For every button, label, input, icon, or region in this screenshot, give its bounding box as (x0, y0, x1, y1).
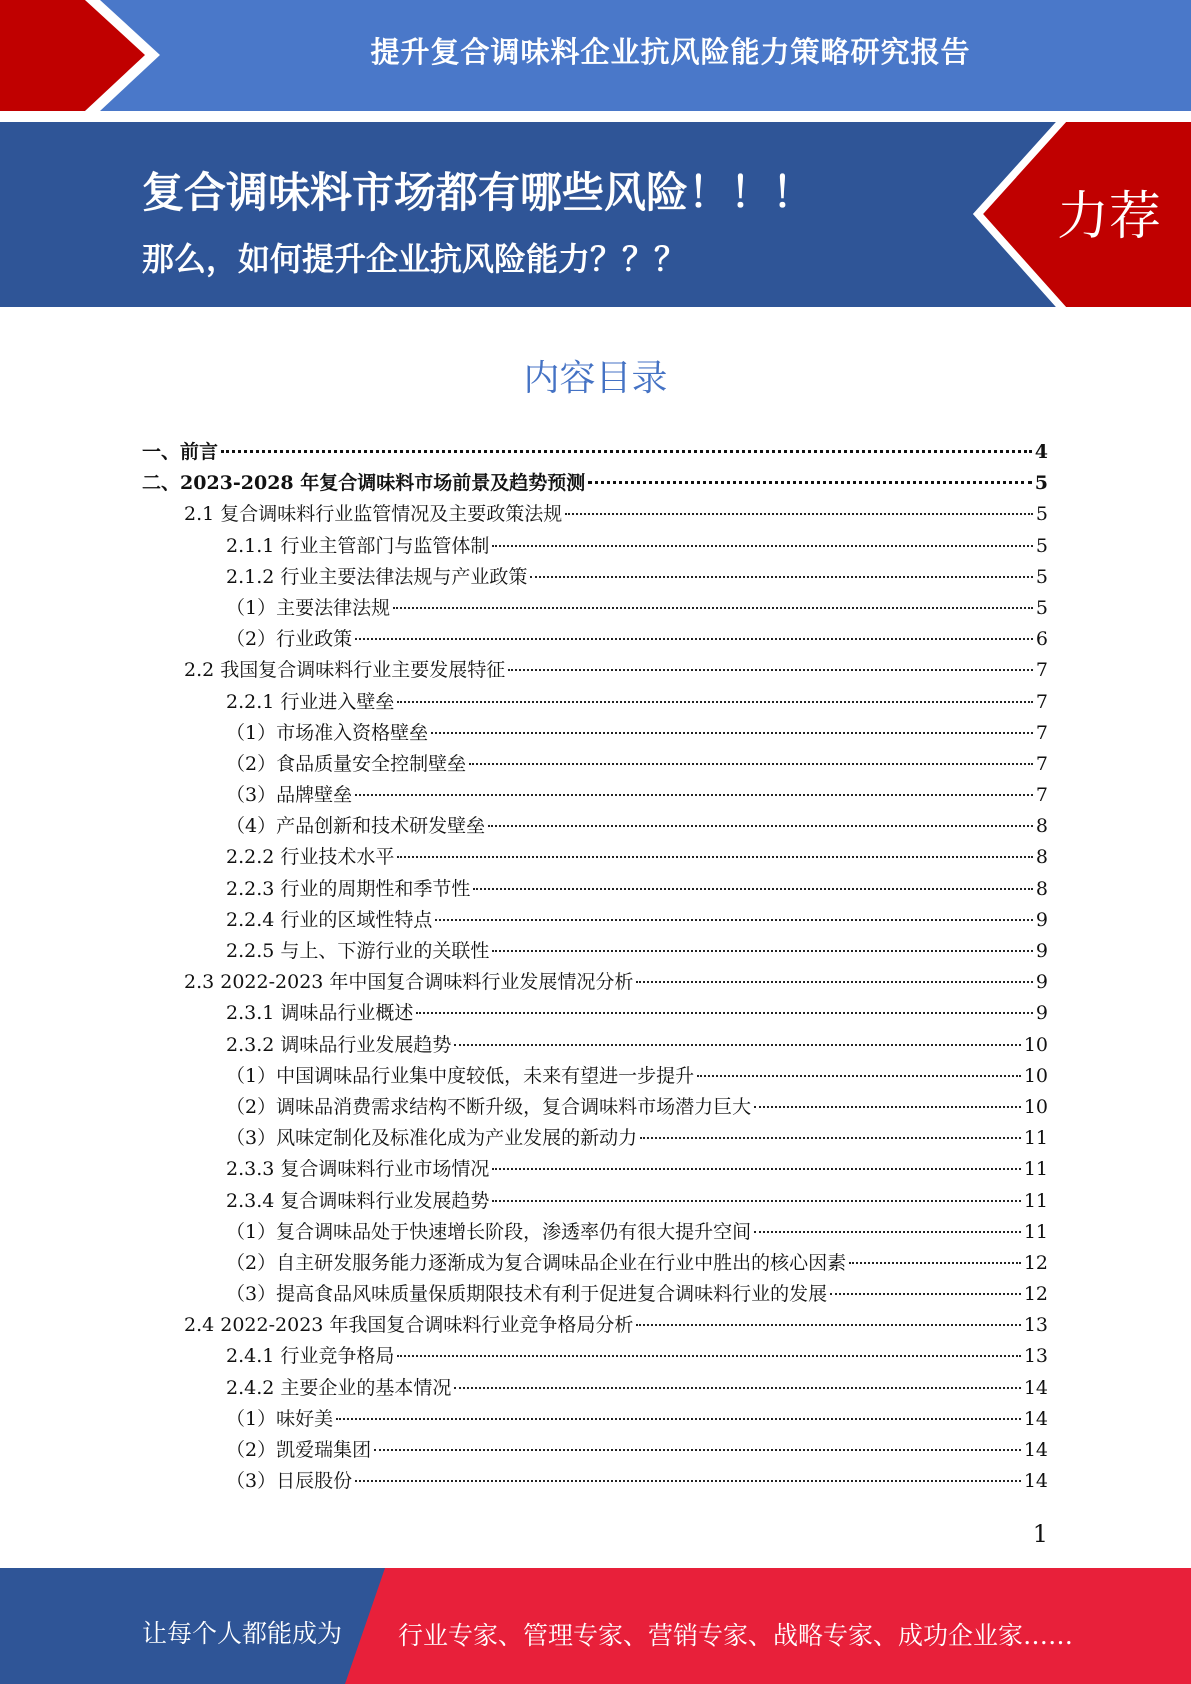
toc-entry-page: 5 (1034, 472, 1048, 495)
toc-leader-dots (397, 856, 1033, 858)
toc-entry[interactable] (142, 468, 1048, 499)
hero-headline: 复合调味料市场都有哪些风险！！！ (142, 168, 815, 217)
toc-entry[interactable] (142, 1248, 1048, 1279)
hero-subheadline: 那么，如何提升企业抗风险能力？？？ (142, 240, 687, 278)
toc-entry-label: （2）凯爱瑞集团 (226, 1439, 372, 1461)
toc-leader-dots (754, 1231, 1021, 1233)
toc-entry-page: 7 (1035, 784, 1048, 807)
toc-entry-label: （3）提高食品风味质量保质期限技术有利于促进复合调味料行业的发展 (226, 1283, 828, 1306)
toc-entry[interactable] (142, 811, 1048, 842)
toc-entry-page: 10 (1023, 1033, 1048, 1056)
toc-entry-label: 2.3.1 调味品行业概述 (226, 1002, 414, 1025)
toc-entry[interactable] (142, 998, 1048, 1029)
toc-entry-page: 7 (1035, 752, 1048, 775)
toc-entry-label: （2）调味品消费需求结构不断升级，复合调味料市场潜力巨大 (226, 1095, 752, 1118)
toc-entry-page: 9 (1035, 908, 1048, 931)
toc-entry-page: 10 (1023, 1095, 1048, 1118)
toc-leader-dots (355, 794, 1033, 796)
toc-entry[interactable] (142, 874, 1048, 905)
toc-entry-label: 2.1 复合调味料行业监管情况及主要政策法规 (184, 503, 563, 526)
toc-entry-label: （2）食品质量安全控制壁垒 (226, 752, 467, 775)
toc-entry[interactable] (142, 437, 1048, 468)
toc-entry-label: 2.4.1 行业竞争格局 (226, 1345, 395, 1368)
toc-leader-dots (754, 1106, 1021, 1108)
toc-leader-dots (473, 888, 1033, 890)
toc-entry[interactable] (142, 936, 1048, 967)
toc-leader-dots (355, 1480, 1021, 1482)
toc-entry[interactable] (142, 718, 1048, 749)
toc-entry-page: 11 (1023, 1220, 1048, 1243)
report-title: 提升复合调味料企业抗风险能力策略研究报告 (370, 35, 971, 69)
toc-leader-dots (416, 1012, 1033, 1014)
toc-entry-label: 2.3.4 复合调味料行业发展趋势 (226, 1189, 490, 1212)
toc-entry-label: 2.1.2 行业主要法律法规与产业政策 (226, 565, 528, 588)
toc-leader-dots (565, 513, 1033, 515)
page-number: 1 (1032, 1520, 1048, 1548)
toc-entry-page: 4 (1034, 441, 1048, 463)
toc-leader-dots (221, 450, 1032, 453)
toc-entry-page: 8 (1035, 846, 1048, 869)
toc-entry-label: （3）日辰股份 (226, 1470, 353, 1493)
toc-leader-dots (588, 481, 1032, 484)
toc-entry-page: 5 (1035, 565, 1048, 588)
toc-entry-label: 2.2.1 行业进入壁垒 (226, 690, 395, 713)
toc-leader-dots (830, 1293, 1021, 1295)
toc-entry-label: （1）味好美 (226, 1407, 334, 1430)
toc-entry-page: 9 (1035, 971, 1048, 994)
toc-entry[interactable] (142, 1061, 1048, 1092)
footer-slogan-right: 行业专家、管理专家、营销专家、战略专家、成功企业家…… (398, 1621, 1074, 1650)
toc-entry-label: 2.3.2 调味品行业发展趋势 (226, 1033, 452, 1056)
toc-entry-label: （2）行业政策 (226, 628, 353, 651)
toc-entry-page: 12 (1023, 1283, 1048, 1306)
toc-leader-dots (492, 950, 1033, 952)
toc-leader-dots (636, 981, 1032, 983)
toc-entry[interactable] (142, 1279, 1048, 1310)
toc-leader-dots (640, 1137, 1021, 1139)
toc-entry-label: 2.2.5 与上、下游行业的关联性 (226, 940, 490, 962)
recommend-badge: 力荐 (1056, 187, 1161, 247)
footer-slogan-left: 让每个人都能成为 (142, 1619, 343, 1648)
toc-entry[interactable] (142, 531, 1048, 562)
toc-entry[interactable] (142, 499, 1048, 530)
toc-entry-page: 14 (1023, 1439, 1048, 1461)
toc-entry-page: 7 (1035, 721, 1048, 744)
hero-banner (0, 122, 1191, 307)
footer-banner (0, 1568, 1191, 1684)
toc-entry-page: 7 (1035, 690, 1048, 713)
toc-entry[interactable] (142, 780, 1048, 811)
toc-leader-dots (492, 545, 1033, 547)
toc-entry[interactable] (142, 967, 1048, 998)
toc-leader-dots (435, 919, 1033, 921)
toc-entry-page: 13 (1023, 1345, 1048, 1368)
toc-entry[interactable] (142, 593, 1048, 624)
toc-entry-label: 2.3 2022-2023 年中国复合调味料行业发展情况分析 (184, 971, 634, 994)
toc-entry[interactable] (142, 1341, 1048, 1372)
toc-entry[interactable] (142, 1186, 1048, 1217)
toc-entry-page: 6 (1035, 628, 1048, 651)
toc-entry[interactable] (142, 1154, 1048, 1185)
toc-entry-page: 11 (1023, 1158, 1048, 1181)
toc-entry[interactable] (142, 562, 1048, 593)
toc-entry[interactable] (142, 1435, 1048, 1466)
toc-entry[interactable] (142, 842, 1048, 873)
toc-entry-label: 2.4 2022-2023 年我国复合调味料行业竞争格局分析 (184, 1314, 634, 1337)
toc-entry-label: （4）产品创新和技术研发壁垒 (226, 815, 486, 838)
toc-entry[interactable] (142, 1466, 1048, 1497)
toc-entry[interactable] (142, 1404, 1048, 1435)
toc-entry-label: （1）主要法律法规 (226, 596, 391, 619)
toc-leader-dots (488, 825, 1033, 827)
toc-leader-dots (697, 1075, 1021, 1077)
toc-entry-page: 5 (1035, 503, 1048, 526)
toc-entry-label: 2.2 我国复合调味料行业主要发展特征 (184, 659, 506, 682)
toc-entry[interactable] (142, 687, 1048, 718)
toc-entry-page: 5 (1035, 534, 1048, 557)
toc-leader-dots (397, 1355, 1020, 1357)
toc-entry-label: 2.4.2 主要企业的基本情况 (226, 1376, 452, 1399)
toc-leader-dots (636, 1324, 1020, 1326)
toc-entry-page: 12 (1023, 1251, 1048, 1274)
toc-leader-dots (530, 576, 1033, 578)
toc-leader-dots (508, 669, 1033, 671)
toc-entry-page: 14 (1023, 1470, 1048, 1493)
toc-leader-dots (374, 1449, 1021, 1451)
toc-entry[interactable] (142, 1092, 1048, 1123)
toc-entry-label: 二、2023-2028 年复合调味料市场前景及趋势预测 (142, 472, 586, 495)
toc-leader-dots (492, 1200, 1020, 1202)
toc-leader-dots (849, 1262, 1021, 1264)
toc-leader-dots (492, 1168, 1020, 1170)
toc-entry[interactable] (142, 624, 1048, 655)
toc-entry-page: 13 (1023, 1314, 1048, 1337)
toc-entry[interactable] (142, 1217, 1048, 1248)
toc-entry-label: （1）复合调味品处于快速增长阶段，渗透率仍有很大提升空间 (226, 1220, 752, 1243)
toc-leader-dots (431, 732, 1033, 734)
toc-entry[interactable] (142, 905, 1048, 936)
toc-leader-dots (336, 1418, 1021, 1420)
toc-entry-page: 10 (1023, 1064, 1048, 1087)
toc-entry-label: 2.3.3 复合调味料行业市场情况 (226, 1158, 490, 1181)
toc-entry[interactable] (142, 1123, 1048, 1154)
toc-entry-label: （1）市场准入资格壁垒 (226, 721, 429, 744)
toc-entry-page: 14 (1023, 1376, 1048, 1399)
toc-entry-page: 8 (1035, 815, 1048, 838)
toc-leader-dots (454, 1044, 1020, 1046)
toc-entry-label: （2）自主研发服务能力逐渐成为复合调味品企业在行业中胜出的核心因素 (226, 1251, 847, 1274)
toc-entry-label: 一、前言 (142, 441, 219, 463)
top-banner (0, 0, 1191, 111)
toc-entry-label: （1）中国调味品行业集中度较低，未来有望进一步提升 (226, 1064, 695, 1087)
toc-leader-dots (397, 701, 1033, 703)
toc-entry-label: （3）风味定制化及标准化成为产业发展的新动力 (226, 1127, 638, 1150)
toc-entry-label: 2.2.3 行业的周期性和季节性 (226, 877, 471, 900)
toc-entry-label: 2.1.1 行业主管部门与监管体制 (226, 534, 490, 557)
toc-entry[interactable] (142, 1030, 1048, 1061)
toc-entry[interactable] (142, 655, 1048, 686)
toc-entry[interactable] (142, 1310, 1048, 1341)
toc-entry-label: （3）品牌壁垒 (226, 784, 353, 807)
toc-entry[interactable] (142, 749, 1048, 780)
red-chevron-icon (0, 0, 160, 111)
toc-entry-page: 11 (1023, 1189, 1048, 1212)
toc-entry-page: 9 (1035, 940, 1048, 962)
toc-leader-dots (393, 607, 1033, 609)
toc-entry-label: 2.2.4 行业的区域性特点 (226, 908, 433, 931)
toc-entry-page: 8 (1035, 877, 1048, 900)
toc-leader-dots (469, 763, 1033, 765)
table-of-contents (142, 437, 1048, 1497)
toc-entry-page: 9 (1035, 1002, 1048, 1025)
toc-entry-page: 5 (1035, 596, 1048, 619)
toc-entry-label: 2.2.2 行业技术水平 (226, 846, 395, 869)
toc-leader-dots (454, 1387, 1020, 1389)
toc-entry[interactable] (142, 1373, 1048, 1404)
toc-entry-page: 11 (1023, 1127, 1048, 1150)
toc-title: 内容目录 (523, 358, 668, 399)
toc-entry-page: 7 (1035, 659, 1048, 682)
toc-leader-dots (355, 638, 1033, 640)
toc-entry-page: 14 (1023, 1407, 1048, 1430)
